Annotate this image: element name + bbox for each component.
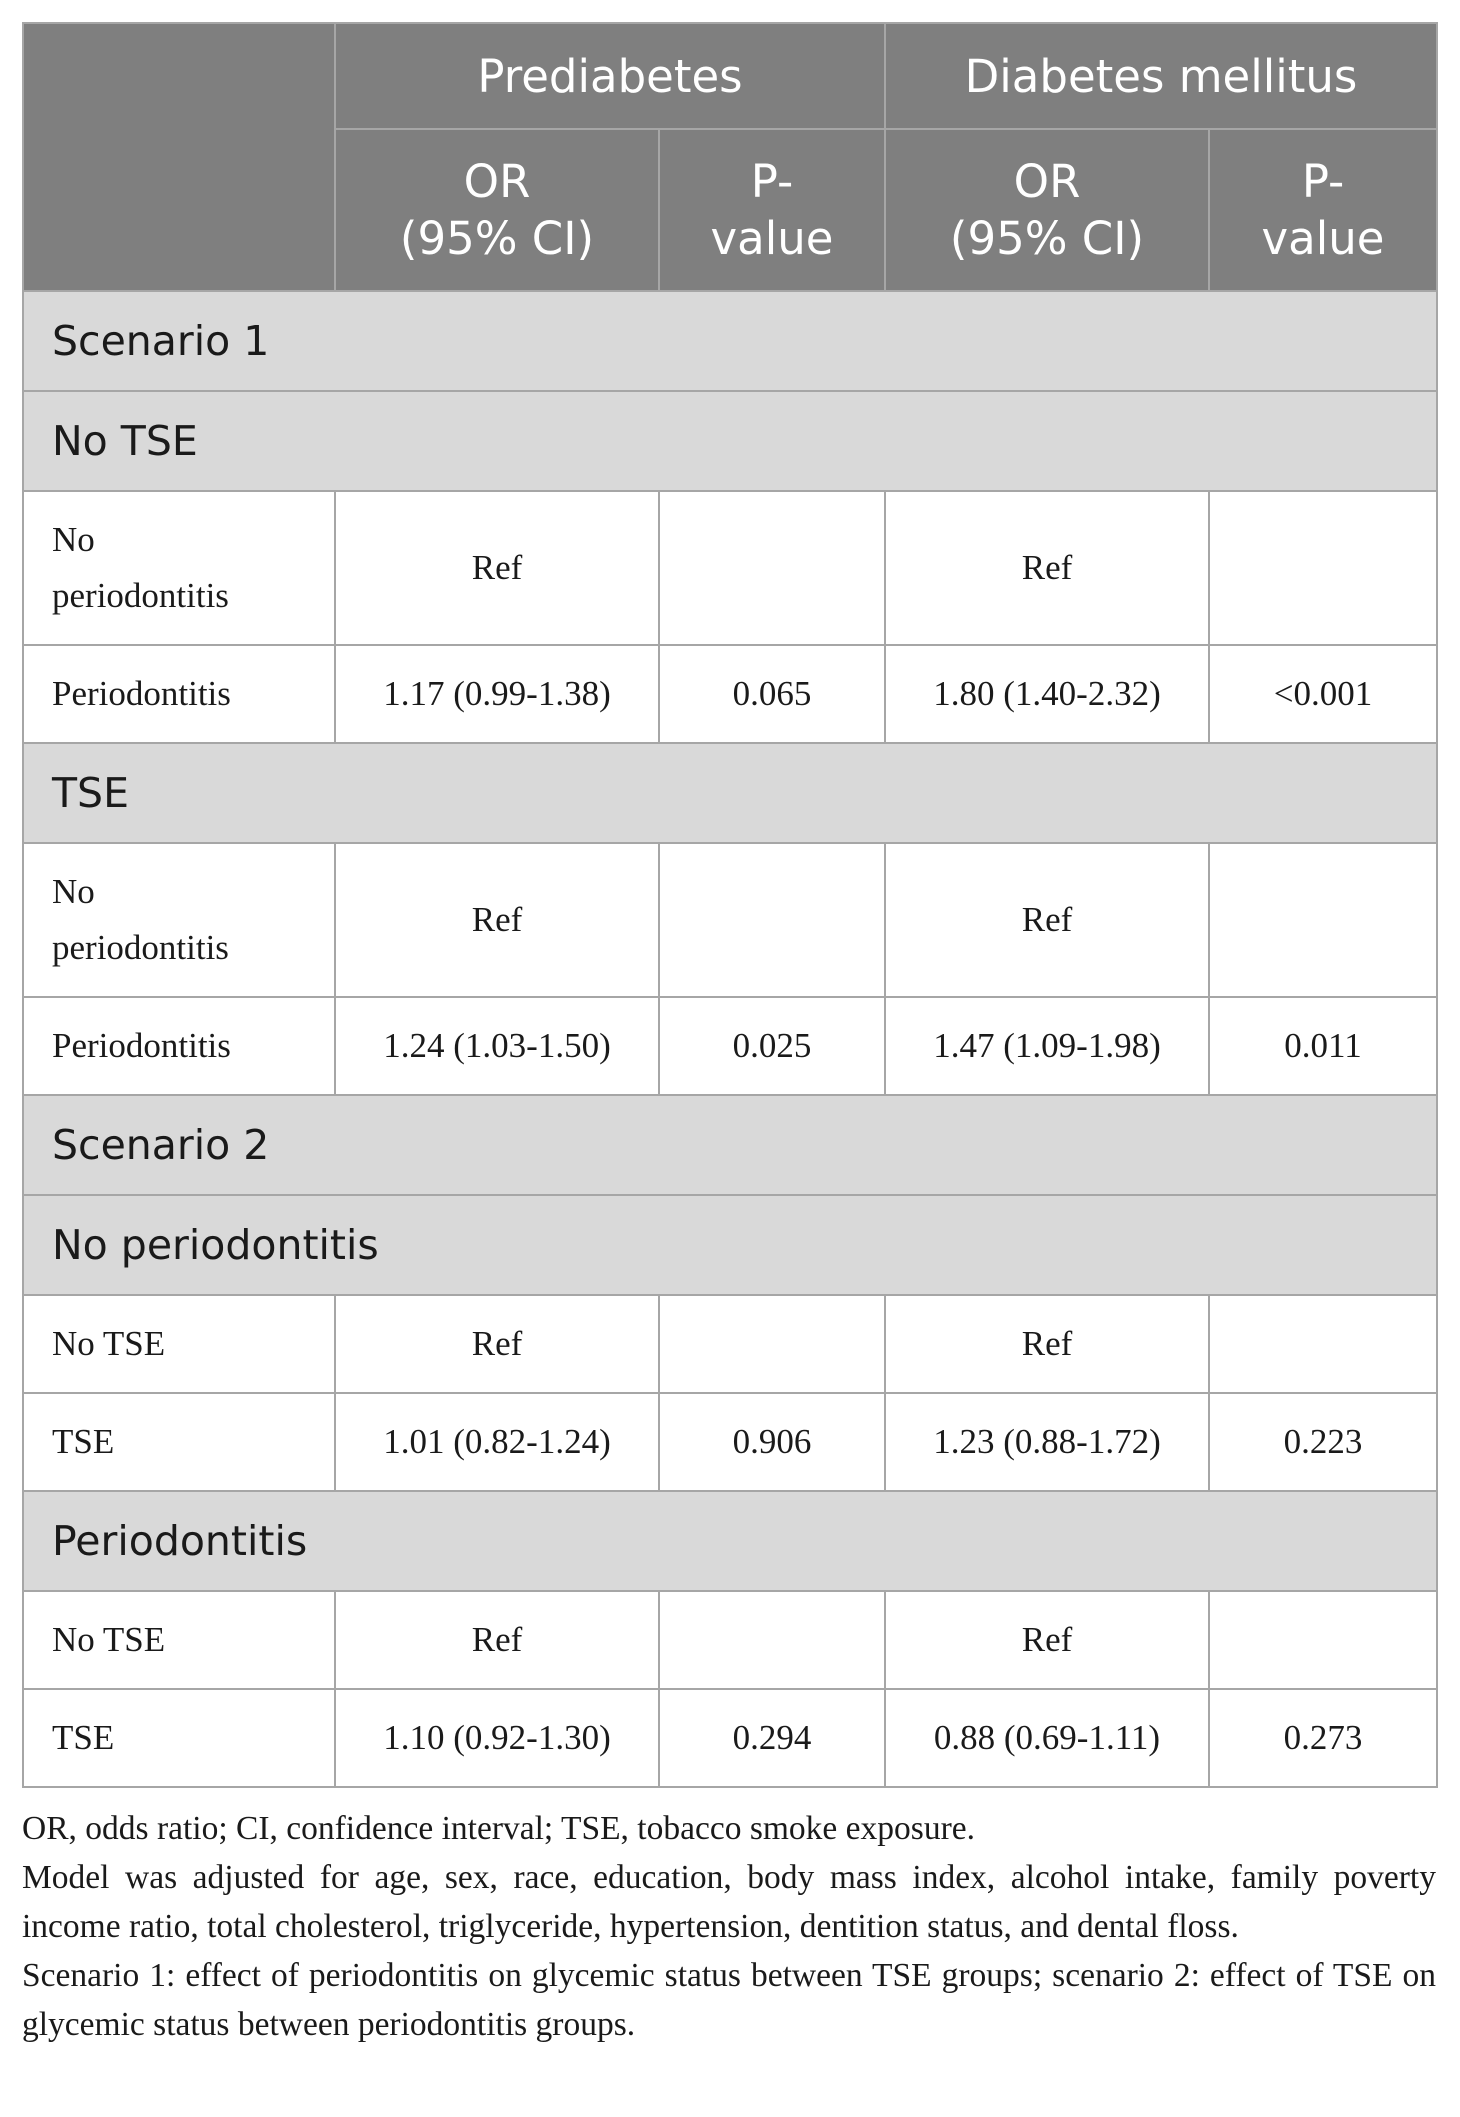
- table-row: [23, 1689, 1437, 1787]
- section-label: Scenario 1: [23, 291, 1437, 391]
- header-or-line1: OR: [463, 155, 531, 208]
- diabetes-or-cell: 1.47 (1.09-1.98): [885, 997, 1209, 1095]
- header-p-line1: P-: [750, 155, 794, 208]
- row-label: No TSE: [23, 1295, 335, 1393]
- section-row: [23, 1195, 1437, 1295]
- header-prediabetes: Prediabetes: [335, 23, 885, 129]
- table-row: [23, 1591, 1437, 1689]
- table-body: [23, 291, 1437, 1787]
- footnote-abbreviations: OR, odds ratio; CI, confidence interval; TSE, tobacco smoke exposure.: [22, 1810, 975, 1847]
- header-prediabetes-p: [659, 129, 885, 291]
- header-diabetes-or: [885, 129, 1209, 291]
- section-label: No periodontitis: [23, 1195, 1437, 1295]
- prediabetes-p-cell: [659, 1295, 885, 1393]
- header-diabetes-mellitus: Diabetes mellitus: [885, 23, 1437, 129]
- diabetes-or-cell: 0.88 (0.69-1.11): [885, 1689, 1209, 1787]
- header-row-groups: [23, 23, 1437, 129]
- diabetes-or-cell: 1.23 (0.88-1.72): [885, 1393, 1209, 1491]
- prediabetes-p-cell: [659, 491, 885, 645]
- header-p-line2: value: [710, 212, 834, 265]
- diabetes-p-cell: 0.223: [1209, 1393, 1437, 1491]
- prediabetes-or-cell: 1.10 (0.92-1.30): [335, 1689, 659, 1787]
- row-label: No TSE: [23, 1591, 335, 1689]
- section-row: [23, 1095, 1437, 1195]
- diabetes-or-cell: Ref: [885, 1295, 1209, 1393]
- table-row: [23, 1393, 1437, 1491]
- prediabetes-or-cell: Ref: [335, 1591, 659, 1689]
- diabetes-p-cell: [1209, 843, 1437, 997]
- section-row: [23, 391, 1437, 491]
- header-empty-cell: [23, 23, 335, 291]
- document: [22, 22, 1438, 2049]
- section-row: [23, 743, 1437, 843]
- results-table: [22, 22, 1438, 1788]
- footnote-model: Model was adjusted for age, sex, race, education, body mass index, alcohol intake, family poverty income ratio, total cholesterol, triglyceride, hypertension, dentition status, and dental floss.: [22, 1859, 1436, 1945]
- row-label: Periodontitis: [23, 997, 335, 1095]
- row-label: Periodontitis: [23, 645, 335, 743]
- row-label: [23, 491, 335, 645]
- diabetes-or-cell: 1.80 (1.40-2.32): [885, 645, 1209, 743]
- prediabetes-p-cell: [659, 843, 885, 997]
- diabetes-or-cell: Ref: [885, 1591, 1209, 1689]
- section-row: [23, 291, 1437, 391]
- table-footnotes: [22, 1804, 1436, 2049]
- table-row: [23, 997, 1437, 1095]
- header-prediabetes-or: [335, 129, 659, 291]
- prediabetes-or-cell: 1.01 (0.82-1.24): [335, 1393, 659, 1491]
- row-label-line1: No: [52, 872, 95, 911]
- diabetes-or-cell: Ref: [885, 491, 1209, 645]
- prediabetes-p-cell: 0.065: [659, 645, 885, 743]
- section-row: [23, 1491, 1437, 1591]
- row-label: TSE: [23, 1393, 335, 1491]
- footnote-scenarios: Scenario 1: effect of periodontitis on glycemic status between TSE groups; scenario 2: effect of TSE on glycemic status between periodontitis groups.: [22, 1957, 1436, 2043]
- table-row: [23, 491, 1437, 645]
- row-label-line2: periodontitis: [52, 928, 229, 967]
- section-label: No TSE: [23, 391, 1437, 491]
- prediabetes-or-cell: 1.17 (0.99-1.38): [335, 645, 659, 743]
- row-label-line2: periodontitis: [52, 576, 229, 615]
- diabetes-p-cell: 0.273: [1209, 1689, 1437, 1787]
- header-or-line1: OR: [1013, 155, 1081, 208]
- table-row: [23, 843, 1437, 997]
- prediabetes-or-cell: Ref: [335, 843, 659, 997]
- header-p-line1: P-: [1301, 155, 1345, 208]
- header-or-line2: (95% CI): [399, 212, 595, 265]
- prediabetes-p-cell: 0.906: [659, 1393, 885, 1491]
- diabetes-or-cell: Ref: [885, 843, 1209, 997]
- row-label: [23, 843, 335, 997]
- diabetes-p-cell: <0.001: [1209, 645, 1437, 743]
- diabetes-p-cell: [1209, 1591, 1437, 1689]
- row-label-line1: No: [52, 520, 95, 559]
- table-row: [23, 645, 1437, 743]
- section-label: TSE: [23, 743, 1437, 843]
- prediabetes-or-cell: Ref: [335, 491, 659, 645]
- prediabetes-p-cell: 0.025: [659, 997, 885, 1095]
- header-or-line2: (95% CI): [949, 212, 1145, 265]
- table-row: [23, 1295, 1437, 1393]
- prediabetes-p-cell: [659, 1591, 885, 1689]
- diabetes-p-cell: [1209, 491, 1437, 645]
- diabetes-p-cell: [1209, 1295, 1437, 1393]
- header-diabetes-p: [1209, 129, 1437, 291]
- header-p-line2: value: [1261, 212, 1385, 265]
- row-label: TSE: [23, 1689, 335, 1787]
- section-label: Scenario 2: [23, 1095, 1437, 1195]
- prediabetes-p-cell: 0.294: [659, 1689, 885, 1787]
- prediabetes-or-cell: Ref: [335, 1295, 659, 1393]
- section-label: Periodontitis: [23, 1491, 1437, 1591]
- prediabetes-or-cell: 1.24 (1.03-1.50): [335, 997, 659, 1095]
- diabetes-p-cell: 0.011: [1209, 997, 1437, 1095]
- table-header: [23, 23, 1437, 291]
